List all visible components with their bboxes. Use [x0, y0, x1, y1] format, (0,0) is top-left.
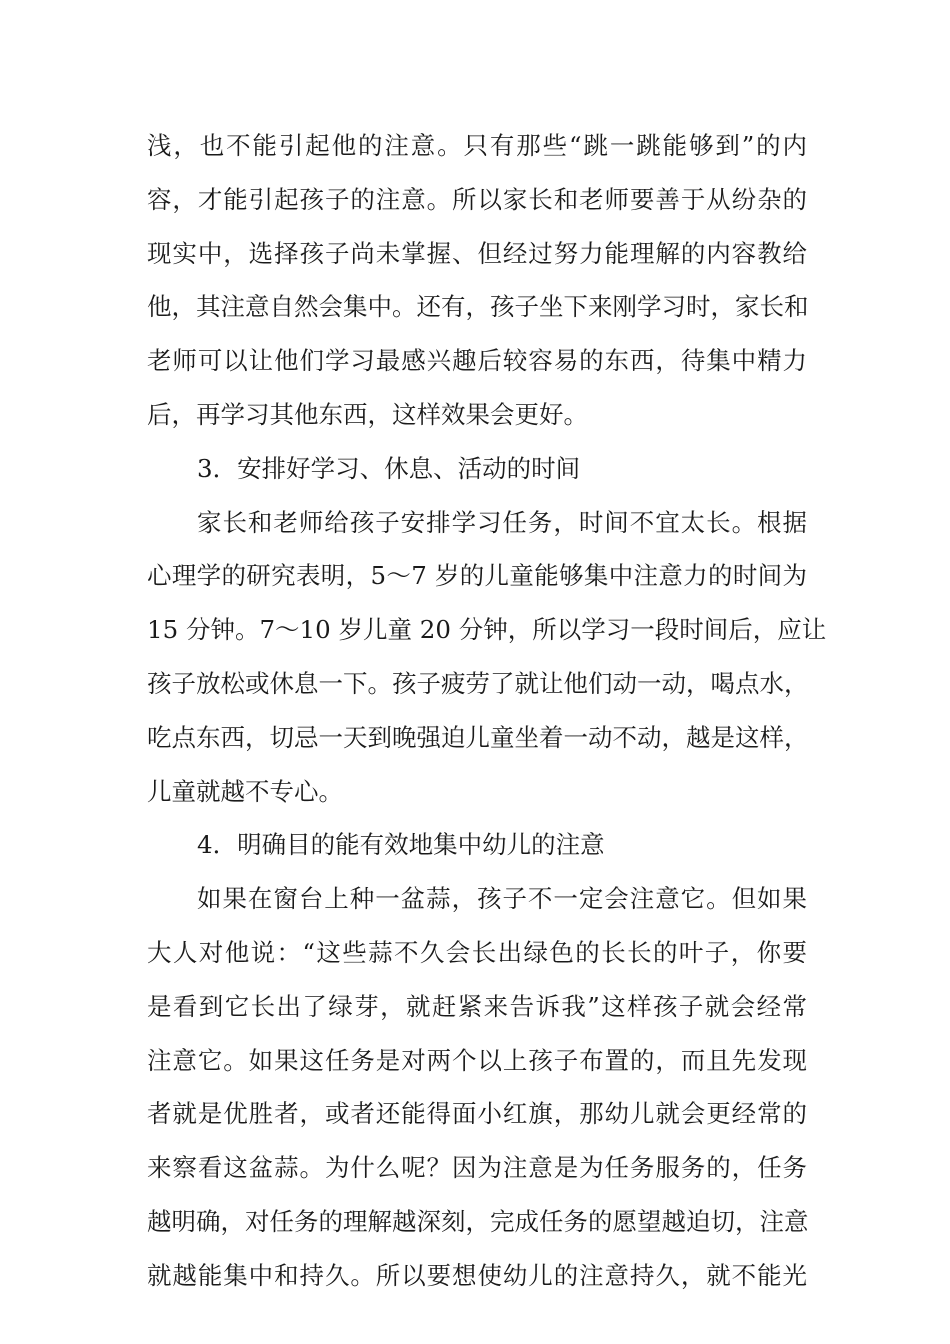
text-line: 是看到它长出了绿芽，就赶紧来告诉我”这样孩子就会经常 [147, 991, 807, 1021]
text-line: 他，其注意自然会集中。还有，孩子坐下来刚学习时，家长和 [147, 292, 809, 322]
text-line: 者就是优胜者，或者还能得面小红旗，那幼儿就会更经常的 [147, 1099, 807, 1129]
text-line: 容，才能引起孩子的注意。所以家长和老师要善于从纷杂的 [147, 184, 807, 214]
text-line: 大人对他说：“这些蒜不久会长出绿色的长长的叶子，你要 [147, 937, 807, 967]
text-line: 15 分钟。7～10 岁儿童 20 分钟，所以学习一段时间后，应让 [147, 615, 827, 645]
text-line: 孩子放松或休息一下。孩子疲劳了就让他们动一动，喝点水， [147, 668, 809, 698]
text-line: 心理学的研究表明，5～7 岁的儿童能够集中注意力的时间为 [147, 561, 807, 591]
text-line: 家长和老师给孩子安排学习任务，时间不宜太长。根据 [197, 507, 807, 537]
text-line: 注意它。如果这任务是对两个以上孩子布置的，而且先发现 [147, 1045, 807, 1075]
text-line: 越明确，对任务的理解越深刻，完成任务的愿望越迫切，注意 [147, 1206, 809, 1236]
section-heading-4: 4．明确目的能有效地集中幼儿的注意 [197, 830, 605, 860]
text-line: 吃点东西，切忌一天到晚强迫儿童坐着一动不动，越是这样， [147, 722, 809, 752]
text-line: 儿童就越不专心。 [147, 776, 343, 806]
body-text [147, 126, 827, 1310]
text-line: 浅，也不能引起他的注意。只有那些“跳一跳能够到”的内 [147, 131, 807, 160]
text-line: 老师可以让他们学习最感兴趣后较容易的东西，待集中精力 [147, 346, 807, 376]
text-line: 现实中，选择孩子尚未掌握、但经过努力能理解的内容教给 [147, 238, 807, 268]
text-line: 就越能集中和持久。所以要想使幼儿的注意持久，就不能光 [147, 1260, 807, 1290]
text-line: 如果在窗台上种一盆蒜，孩子不一定会注意它。但如果 [197, 884, 807, 914]
text-line: 后，再学习其他东西，这样效果会更好。 [147, 399, 588, 429]
text-line: 来察看这盆蒜。为什么呢？因为注意是为任务服务的，任务 [147, 1153, 807, 1183]
section-heading-3: 3．安排好学习、休息、活动的时间 [197, 453, 581, 483]
